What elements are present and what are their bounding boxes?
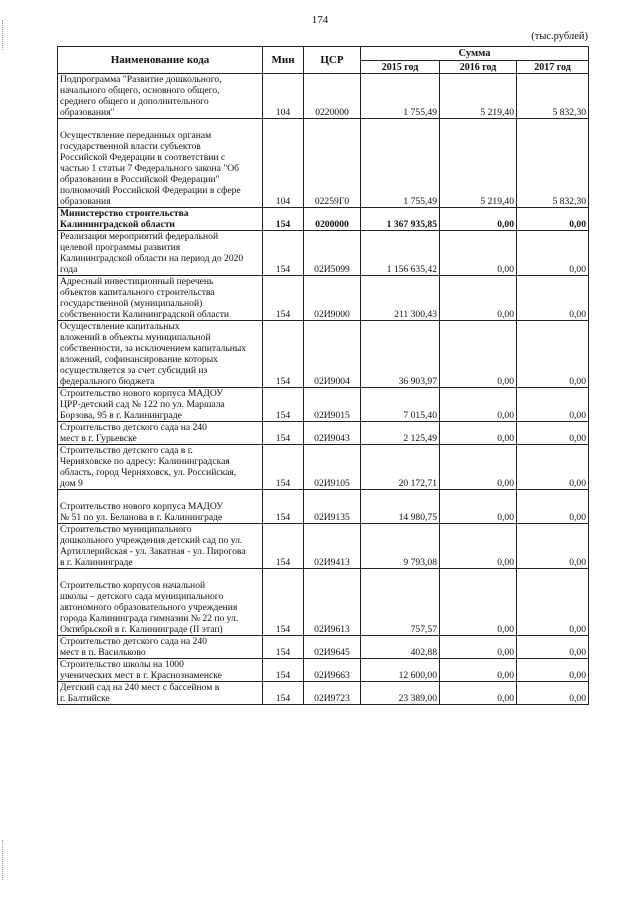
row-name-text: Строительство нового корпуса МАДОУ ЦРР-детский сад № 122 по ул. Маршала Борзова, 95 в г. Калининграде [60, 388, 225, 421]
amount-2016-cell: 0,00 [440, 490, 517, 524]
min-cell: 154 [263, 636, 304, 659]
csr-cell: 02И9613 [304, 569, 361, 636]
amount-2016-cell: 5 219,40 [440, 119, 517, 208]
name-cell [58, 208, 263, 231]
amount-2016-cell: 0,00 [440, 208, 517, 231]
csr-cell: 02И9663 [304, 659, 361, 682]
min-cell: 154 [263, 231, 304, 276]
amount-2016-cell: 0,00 [440, 388, 517, 422]
table-row [58, 490, 589, 524]
row-name-text: Подпрограмма "Развитие дошкольного, начального общего, основного общего, среднего общего и дополнительного образования" [60, 74, 222, 118]
amount-2016-cell: 0,00 [440, 321, 517, 388]
row-name-text: Строительство нового корпуса МАДОУ № 51 по ул. Беланова в г. Калининграде [60, 501, 224, 523]
csr-cell: 0220000 [304, 74, 361, 119]
table-row [58, 445, 589, 490]
header-sum: Сумма [361, 47, 589, 61]
csr-cell: 02И9413 [304, 524, 361, 569]
csr-cell: 02И5099 [304, 231, 361, 276]
amount-2015-cell: 757,57 [361, 569, 440, 636]
amount-2017-cell: 0,00 [517, 490, 589, 524]
budget-table [57, 46, 589, 705]
name-cell [58, 74, 263, 119]
amount-2016-cell: 0,00 [440, 659, 517, 682]
amount-2015-cell: 1 156 635,42 [361, 231, 440, 276]
table-row [58, 569, 589, 636]
amount-2016-cell: 0,00 [440, 569, 517, 636]
scan-edge-mark [2, 20, 7, 50]
amount-2015-cell: 402,88 [361, 636, 440, 659]
name-cell [58, 231, 263, 276]
row-name-text: Реализация мероприятий федеральной целевой программы развития Калининградской области на период до 2020 года [60, 231, 244, 275]
units-label: (тыс.рублей) [531, 31, 588, 42]
table-row [58, 422, 589, 445]
row-name-text: Министерство строительства Калининградской области [60, 208, 189, 230]
amount-2016-cell: 5 219,40 [440, 74, 517, 119]
header-name: Наименование кода [58, 47, 263, 74]
table-row [58, 74, 589, 119]
row-name-text: Строительство муниципального дошкольного учреждения детский сад по ул. Артиллерийская - ул. Закатная - ул. Пирогова в г. Калининграде [60, 524, 246, 568]
header-csr: ЦСР [304, 47, 361, 74]
name-cell [58, 659, 263, 682]
table-row [58, 636, 589, 659]
row-name-text: Строительство школы на 1000 ученических мест в г. Краснознаменске [60, 659, 222, 681]
min-cell: 154 [263, 388, 304, 422]
amount-2017-cell: 0,00 [517, 388, 589, 422]
table-body [58, 74, 589, 705]
header-min: Мин [263, 47, 304, 74]
min-cell: 104 [263, 74, 304, 119]
csr-cell: 02И9723 [304, 682, 361, 705]
csr-cell: 02И9004 [304, 321, 361, 388]
table-row [58, 119, 589, 208]
name-cell [58, 524, 263, 569]
amount-2015-cell: 211 300,43 [361, 276, 440, 321]
min-cell: 154 [263, 659, 304, 682]
min-cell: 154 [263, 569, 304, 636]
name-cell [58, 569, 263, 636]
amount-2016-cell: 0,00 [440, 276, 517, 321]
amount-2017-cell: 0,00 [517, 636, 589, 659]
table-row [58, 231, 589, 276]
name-cell [58, 276, 263, 321]
csr-cell: 02И9135 [304, 490, 361, 524]
amount-2017-cell: 0,00 [517, 445, 589, 490]
amount-2016-cell: 0,00 [440, 524, 517, 569]
csr-cell: 02И9645 [304, 636, 361, 659]
row-name-text: Строительство корпусов начальной школы – детского сада муниципального автономного образовательного учреждения города Калининграда гимназии № 22 по ул. Октябрьской в г. Калининграде (II этап) [60, 580, 239, 635]
min-cell: 154 [263, 422, 304, 445]
name-cell [58, 321, 263, 388]
table-row [58, 276, 589, 321]
min-cell: 154 [263, 276, 304, 321]
amount-2017-cell: 0,00 [517, 276, 589, 321]
min-cell: 154 [263, 321, 304, 388]
row-name-text: Адресный инвестиционный перечень объектов капитального строительства государственной (муниципальной) собственности Калининградской области [60, 276, 230, 320]
amount-2015-cell: 36 903,97 [361, 321, 440, 388]
amount-2017-cell: 0,00 [517, 682, 589, 705]
name-cell [58, 490, 263, 524]
name-cell [58, 422, 263, 445]
amount-2016-cell: 0,00 [440, 422, 517, 445]
amount-2015-cell: 1 367 935,85 [361, 208, 440, 231]
min-cell: 154 [263, 445, 304, 490]
table-row [58, 682, 589, 705]
min-cell: 104 [263, 119, 304, 208]
csr-cell: 02И9015 [304, 388, 361, 422]
table-row [58, 659, 589, 682]
amount-2016-cell: 0,00 [440, 231, 517, 276]
amount-2017-cell: 0,00 [517, 321, 589, 388]
min-cell: 154 [263, 208, 304, 231]
amount-2017-cell: 5 832,30 [517, 74, 589, 119]
amount-2015-cell: 12 600,00 [361, 659, 440, 682]
page-number: 174 [311, 14, 329, 26]
row-name-text: Строительство детского сада на 240 мест в г. Гурьевске [60, 422, 207, 444]
csr-cell: 02259Г0 [304, 119, 361, 208]
row-name-text: Осуществление переданных органам государственной власти субъектов Российской Федерации в соответствии с частью 1 статьи 7 Федерального закона "Об образовании в Российской Федерации" полномочий Российской Федерации в сфере образования [60, 130, 241, 207]
name-cell [58, 119, 263, 208]
amount-2015-cell: 20 172,71 [361, 445, 440, 490]
amount-2015-cell: 23 389,00 [361, 682, 440, 705]
name-cell [58, 682, 263, 705]
amount-2016-cell: 0,00 [440, 636, 517, 659]
csr-cell: 02И9043 [304, 422, 361, 445]
header-year-2016: 2016 год [440, 61, 517, 74]
amount-2016-cell: 0,00 [440, 445, 517, 490]
amount-2015-cell: 1 755,49 [361, 74, 440, 119]
min-cell: 154 [263, 524, 304, 569]
table-row [58, 208, 589, 231]
table-row [58, 524, 589, 569]
header-year-2015: 2015 год [361, 61, 440, 74]
csr-cell: 02И9105 [304, 445, 361, 490]
csr-cell: 02И9000 [304, 276, 361, 321]
min-cell: 154 [263, 490, 304, 524]
csr-cell: 0200000 [304, 208, 361, 231]
amount-2017-cell: 5 832,30 [517, 119, 589, 208]
row-name-text: Строительство детского сада в г. Черняховске по адресу: Калининградская область, город Черняховск, ул. Российская, дом 9 [60, 445, 237, 489]
name-cell [58, 388, 263, 422]
table-row [58, 321, 589, 388]
amount-2017-cell: 0,00 [517, 231, 589, 276]
row-name-text: Осуществление капитальных вложений в объекты муниципальной собственности, за исключением капитальных вложений, софинансирование которых осуществляется за счет субсидий из федерального бюджета [60, 321, 247, 387]
amount-2017-cell: 0,00 [517, 422, 589, 445]
amount-2017-cell: 0,00 [517, 524, 589, 569]
header-year-2017: 2017 год [517, 61, 589, 74]
amount-2017-cell: 0,00 [517, 659, 589, 682]
min-cell: 154 [263, 682, 304, 705]
amount-2015-cell: 1 755,49 [361, 119, 440, 208]
amount-2016-cell: 0,00 [440, 682, 517, 705]
amount-2015-cell: 9 793,08 [361, 524, 440, 569]
scan-edge-mark [2, 840, 7, 880]
name-cell [58, 636, 263, 659]
table-row [58, 388, 589, 422]
amount-2017-cell: 0,00 [517, 208, 589, 231]
row-name-text: Детский сад на 240 мест с бассейном в г. Балтийске [60, 682, 220, 704]
amount-2015-cell: 2 125,49 [361, 422, 440, 445]
amount-2015-cell: 14 980,75 [361, 490, 440, 524]
row-name-text: Строительство детского сада на 240 мест в п. Васильково [60, 636, 207, 658]
name-cell [58, 445, 263, 490]
amount-2015-cell: 7 015,40 [361, 388, 440, 422]
amount-2017-cell: 0,00 [517, 569, 589, 636]
